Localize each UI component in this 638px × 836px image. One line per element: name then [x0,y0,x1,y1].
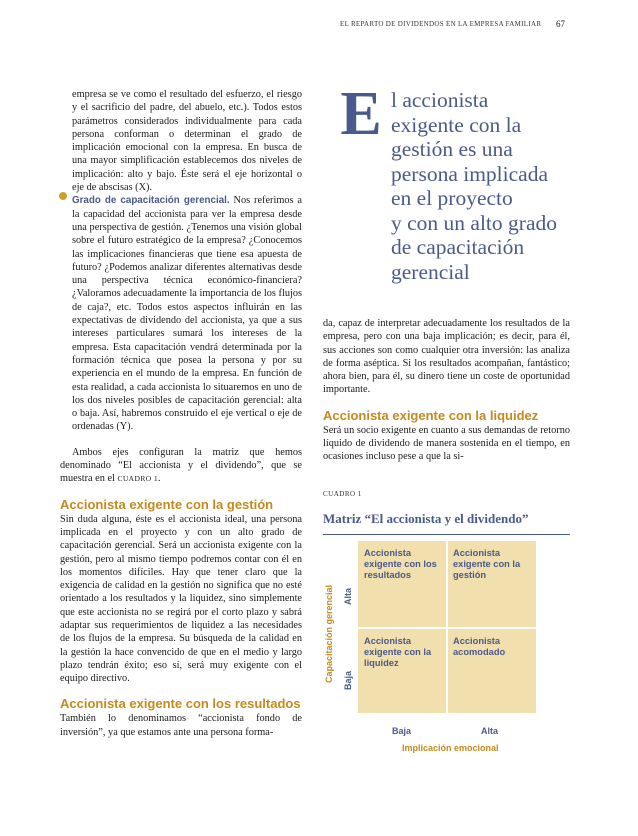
bullet-term: Grado de capacitación gerencial. [72,195,230,207]
dividend-matrix [323,533,573,763]
page-number: 67 [556,19,565,29]
continue-paragraph: da, capaz de interpretar adecuadamente los resultados de la empresa, pero con una baja implicación; es decir, para él, sus acciones son como cualquier otra inversión: las analiza de forma aséptica. Si los resultados acompañan, fantástico; ahora bien, para él, su dinero tiene un coste de oportunidad importante. [323,318,570,396]
x-axis-title: Implicación emocional [402,743,499,753]
x-tick-high: Alta [481,726,499,736]
pull-quote-line: persona implicada [391,161,549,186]
pull-quote-line: l accionista [391,88,489,112]
pull-quote-line: exigente con la [391,112,522,137]
heading-gestion: Accionista exigente con la gestión [60,496,274,512]
bullet-text: Nos referimos a la capacidad del accionista para ver la empresa desde una perspectiva de gestión. ¿Tenemos una visión global sobre el futuro estratégico de la empresa? ¿Conocemos las implicaciones financieras que tiene esa apuesta de futuro? ¿Podemos analizar diferentes alternativas desde una perspectiva técnica económico-financiera? ¿Valoramos adecuadamente la importancia de los flujos de caja?, etc. Todos estos aspectos influirán en las expectativas de dividendo del accionista, ya que a sus intereses particulares sumará los intereses de la empresa. Esta capacitación vendrá determinada por la formación técnica que posea la persona y por su experiencia en el mundo de la empresa. En función de esta realidad, a cada accionista lo situaremos en uno de los dos niveles posibles de capacitación gerencial: alta o baja. Así, habremos construido el eje vertical o eje de ordenadas (Y). [72,195,303,433]
pull-quote-line: y con un alto grado [391,210,557,235]
heading-resultados: Accionista exigente con los resultados [60,696,301,712]
pull-quote-line: gerencial [391,259,470,284]
cell-liquidez: Accionista exigente con la liquidez [364,636,432,668]
cell-acomodado: Accionista acomodado [453,636,506,657]
y-tick-low: Baja [343,670,353,690]
drop-cap: E [340,80,382,148]
pull-quote-line: en el proyecto [391,186,513,210]
liquidez-paragraph: Será un socio exigente en cuanto a sus demandas de retorno líquido de dividendo de manera sostenida en el tiempo, en ocasiones incluso pese a que la si- [323,424,570,463]
pull-quote-line: gestión es una [391,137,513,161]
x-tick-low: Baja [392,726,412,736]
intro-paragraph: empresa se ve como el resultado del esfuerzo, el riesgo y el sacrificio del padre, del abuelo, etc.). Todos estos parámetros considerados individualmente para cada persona conforman o determinan el grado de implicación emocional con la empresa. En busca de una mayor simplificación establecemos dos niveles de implicación: alto y bajo. Éste será el eje horizontal o eje de abscisas (X). [72,89,302,194]
y-tick-high: Alta [343,587,353,605]
heading-liquidez: Accionista exigente con la liquidez [323,407,539,423]
running-head: EL REPARTO DE DIVIDENDOS EN LA EMPRESA FAMILIAR [340,20,542,28]
cell-gestion: Accionista exigente con la gestión [453,548,521,580]
left-column [60,88,302,739]
pull-quote [338,80,603,284]
cuadro-label: CUADRO 1 [323,489,362,498]
cell-resultados: Accionista exigente con los resultados [364,548,437,580]
resultados-paragraph: También lo denominamos “accionista fondo de inversión”, ya que estamos ante una persona forma- [60,713,302,738]
bullet-dot [59,192,67,200]
right-column [323,317,570,535]
matrix-title: Matriz “El accionista y el dividendo” [323,511,570,535]
axes-paragraph: Ambos ejes configuran la matriz que hemos denominado “El accionista y el dividendo”, que se muestra en el CUADRO 1. [60,446,302,485]
cuadro-reference: CUADRO 1 [117,474,158,484]
indented-block [60,88,302,434]
y-axis-title: Capacitación gerencial [324,584,334,683]
pull-quote-line: de capacitación [391,235,525,259]
gestion-paragraph: Sin duda alguna, éste es el accionista ideal, una persona implicada en el proyecto y con un alto grado de capacitación gerencial. Será un accionista exigente con la gestión, pero al mismo tiempo podremos contar con él en los momentos difíciles. Hay que tener claro que la exigencia de calidad en la gestión no significa que no esté orientado a los resultados y la liquidez, sino simplemente que este accionista no se regirá por el corto plazo y sabrá adaptar sus requerimientos de liquidez a las necesidades de los flujos de la empresa. Su búsqueda de la calidad en la gestión la hace convencido de que en el medio y largo plazo tendrán éxito; eso sí, será muy exigente con el equipo directivo. [60,513,302,685]
bullet-paragraph [72,194,302,433]
grid-divider-horizontal [358,627,536,629]
matrix-grid [358,541,536,713]
